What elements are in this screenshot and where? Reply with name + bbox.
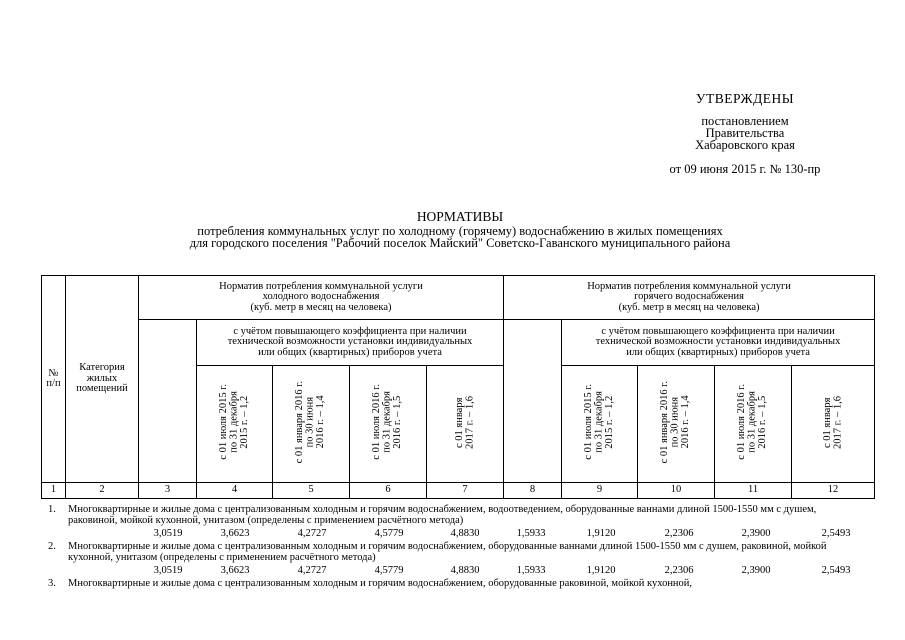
approval-date: от 09 июня 2015 г. № 130-пр bbox=[669, 162, 821, 176]
row-text: Многоквартирные и жилые дома с централизованным холодным и горячим водоснабжением, оборудованные раковиной, мойкой кухонной, bbox=[68, 578, 693, 589]
table-row bbox=[41, 578, 874, 589]
value-cell: 2,5493 bbox=[821, 565, 851, 576]
column-number: 9 bbox=[562, 483, 638, 499]
row-description bbox=[41, 578, 874, 589]
header-cold-water: Норматив потребления коммунальной услуги холодного водоснабжения (куб. метр в месяц на человека) bbox=[139, 276, 504, 320]
header-period: с 01 января 2017 г. – 1,6 bbox=[792, 366, 875, 483]
header-period: с 01 января 2017 г. – 1,6 bbox=[427, 366, 504, 483]
value-cell: 3,6623 bbox=[220, 528, 250, 539]
value-cell: 1,9120 bbox=[586, 528, 616, 539]
header-hot-base bbox=[504, 320, 562, 483]
row-values bbox=[41, 563, 874, 578]
header-category: Категория жилых помещений bbox=[66, 276, 139, 483]
value-cell: 4,8830 bbox=[450, 565, 480, 576]
row-text: Многоквартирные и жилые дома с централизованным холодным и горячим водоснабжением, водоотведением, оборудованные ваннами длиной 1500-1550 мм с душем, раковиной, мойкой кухонной, унитазом (определены с применением расчётного метода) bbox=[68, 504, 817, 526]
table-row bbox=[41, 504, 874, 541]
value-cell: 1,9120 bbox=[586, 565, 616, 576]
header-cold-base bbox=[139, 320, 197, 483]
value-cell: 3,0519 bbox=[153, 565, 183, 576]
column-number: 8 bbox=[504, 483, 562, 499]
value-cell: 2,3900 bbox=[741, 528, 771, 539]
document-heading bbox=[60, 211, 860, 249]
document-subtitle-line: для городского поселения "Рабочий поселок Майский" Советско-Гаванского муниципального района bbox=[189, 236, 731, 250]
row-number: 2. bbox=[48, 541, 56, 552]
approval-line: Правительства bbox=[705, 126, 785, 140]
row-description bbox=[41, 504, 874, 526]
column-number: 1 bbox=[42, 483, 66, 499]
value-cell: 3,6623 bbox=[220, 565, 250, 576]
column-number: 5 bbox=[273, 483, 350, 499]
column-number: 3 bbox=[139, 483, 197, 499]
value-cell: 4,8830 bbox=[450, 528, 480, 539]
column-number: 2 bbox=[66, 483, 139, 499]
header-period: с 01 июля 2016 г. по 31 декабря 2016 г. – 1,5 bbox=[350, 366, 427, 483]
table-row bbox=[41, 541, 874, 578]
approval-block bbox=[640, 93, 850, 175]
value-cell: 2,2306 bbox=[664, 565, 694, 576]
value-cell: 2,5493 bbox=[821, 528, 851, 539]
column-number: 6 bbox=[350, 483, 427, 499]
header-cold-coefficient: с учётом повышающего коэффициента при наличии технической возможности установки индивидуальных или общих (квартирных) приборов учета bbox=[197, 320, 504, 366]
column-number: 10 bbox=[638, 483, 715, 499]
table-body bbox=[41, 504, 874, 589]
document-subtitle-line: потребления коммунальных услуг по холодному (горячему) водоснабжению в жилых помещениях bbox=[197, 224, 723, 238]
column-numbers-row bbox=[42, 483, 875, 499]
value-cell: 1,5933 bbox=[516, 565, 546, 576]
header-hot-coefficient: с учётом повышающего коэффициента при наличии технической возможности установки индивидуальных или общих (квартирных) приборов учета bbox=[562, 320, 875, 366]
value-cell: 3,0519 bbox=[153, 528, 183, 539]
value-cell: 4,2727 bbox=[297, 565, 327, 576]
header-period: с 01 июля 2015 г. по 31 декабря 2015 г. – 1,2 bbox=[197, 366, 273, 483]
value-cell: 4,5779 bbox=[374, 565, 404, 576]
header-period: с 01 января 2016 г. по 30 июня 2016 г. – 1,4 bbox=[273, 366, 350, 483]
value-cell: 2,3900 bbox=[741, 565, 771, 576]
document-title: НОРМАТИВЫ bbox=[416, 209, 504, 224]
header-hot-water: Норматив потребления коммунальной услуги горячего водоснабжения (куб. метр в месяц на человека) bbox=[504, 276, 875, 320]
column-number: 7 bbox=[427, 483, 504, 499]
value-cell: 1,5933 bbox=[516, 528, 546, 539]
header-num: № п/п bbox=[42, 276, 66, 483]
row-number: 1. bbox=[48, 504, 56, 515]
value-cell: 2,2306 bbox=[664, 528, 694, 539]
value-cell: 4,2727 bbox=[297, 528, 327, 539]
header-period: с 01 июля 2016 г. по 31 декабря 2016 г. – 1,5 bbox=[715, 366, 792, 483]
row-description bbox=[41, 541, 874, 563]
header-period: с 01 июля 2015 г. по 31 декабря 2015 г. – 1,2 bbox=[562, 366, 638, 483]
header-period: с 01 января 2016 г. по 30 июня 2016 г. – 1,4 bbox=[638, 366, 715, 483]
approval-line: Хабаровского края bbox=[695, 138, 795, 152]
approval-title: УТВЕРЖДЕНЫ bbox=[695, 91, 795, 106]
column-number: 11 bbox=[715, 483, 792, 499]
row-values bbox=[41, 526, 874, 541]
column-number: 4 bbox=[197, 483, 273, 499]
value-cell: 4,5779 bbox=[374, 528, 404, 539]
norms-table bbox=[41, 275, 875, 499]
column-number: 12 bbox=[792, 483, 875, 499]
row-number: 3. bbox=[48, 578, 56, 589]
approval-line: постановлением bbox=[701, 114, 789, 128]
row-text: Многоквартирные и жилые дома с централизованным холодным и горячим водоснабжением, оборудованные ваннами длиной 1500-1550 мм с душем, раковиной, мойкой кухонной, унитазом (определены с применением расчётного метода) bbox=[68, 541, 827, 563]
